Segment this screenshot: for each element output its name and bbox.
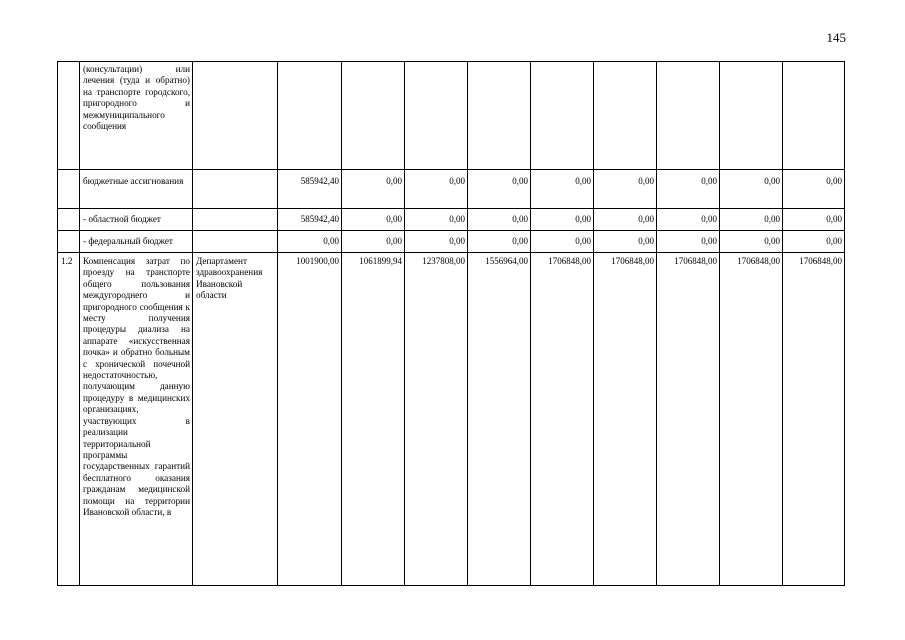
value-cell: 0,00 xyxy=(720,170,783,209)
value-cell: 585942,40 xyxy=(278,170,342,209)
value-cell: 0,00 xyxy=(531,231,594,253)
value-cell: 0,00 xyxy=(720,231,783,253)
value-cell: 0,00 xyxy=(405,170,468,209)
value-cell: 1706848,00 xyxy=(720,253,783,586)
description-cell: - областной бюджет xyxy=(80,209,193,231)
value-cell xyxy=(594,62,657,170)
value-cell xyxy=(783,62,845,170)
value-cell: 1237808,00 xyxy=(405,253,468,586)
value-cell xyxy=(657,62,720,170)
description-cell: бюджетные ассигнования xyxy=(80,170,193,209)
page-number: 145 xyxy=(826,30,846,45)
executor-cell: Департамент здравоохранения Ивановской области xyxy=(193,253,278,586)
value-cell: 0,00 xyxy=(594,209,657,231)
value-cell: 0,00 xyxy=(720,209,783,231)
value-cell: 0,00 xyxy=(342,170,405,209)
value-cell: 0,00 xyxy=(278,231,342,253)
value-cell xyxy=(468,62,531,170)
value-cell: 0,00 xyxy=(783,231,845,253)
index-cell xyxy=(58,170,80,209)
index-cell xyxy=(58,209,80,231)
value-cell: 1706848,00 xyxy=(783,253,845,586)
value-cell: 1001900,00 xyxy=(278,253,342,586)
value-cell xyxy=(531,62,594,170)
value-cell: 0,00 xyxy=(531,170,594,209)
value-cell xyxy=(278,62,342,170)
index-cell xyxy=(58,231,80,253)
table-row xyxy=(58,209,845,231)
value-cell: 0,00 xyxy=(657,170,720,209)
executor-cell xyxy=(193,209,278,231)
value-cell: 1706848,00 xyxy=(594,253,657,586)
value-cell: 585942,40 xyxy=(278,209,342,231)
executor-cell xyxy=(193,62,278,170)
value-cell: 0,00 xyxy=(657,209,720,231)
value-cell: 1706848,00 xyxy=(657,253,720,586)
value-cell: 1706848,00 xyxy=(531,253,594,586)
value-cell: 0,00 xyxy=(405,209,468,231)
value-cell: 0,00 xyxy=(594,170,657,209)
index-cell: 1.2 xyxy=(58,253,80,586)
value-cell: 0,00 xyxy=(657,231,720,253)
value-cell: 0,00 xyxy=(531,209,594,231)
table-row xyxy=(58,62,845,170)
table-row xyxy=(58,170,845,209)
table-row xyxy=(58,231,845,253)
value-cell: 0,00 xyxy=(468,209,531,231)
value-cell: 0,00 xyxy=(783,170,845,209)
value-cell xyxy=(342,62,405,170)
value-cell: 0,00 xyxy=(468,170,531,209)
description-cell: - федеральный бюджет xyxy=(80,231,193,253)
index-cell xyxy=(58,62,80,170)
description-cell: (консультации) или лечения (туда и обратно) на транспорте городского, пригородного и межмуниципального сообщения xyxy=(80,62,193,170)
table-row xyxy=(58,253,845,586)
executor-cell xyxy=(193,231,278,253)
budget-table xyxy=(57,61,845,586)
value-cell: 0,00 xyxy=(342,209,405,231)
value-cell: 0,00 xyxy=(594,231,657,253)
value-cell xyxy=(405,62,468,170)
executor-cell xyxy=(193,170,278,209)
value-cell xyxy=(720,62,783,170)
value-cell: 1556964,00 xyxy=(468,253,531,586)
value-cell: 0,00 xyxy=(468,231,531,253)
description-cell: Компенсация затрат по проезду на транспорте общего пользования междугороднего и пригородного сообщения к месту получения процедуры диализа на аппарате «искусственная почка» и обратно больным с хронической почечной недостаточностью, получающим данную процедуру в медицинских организациях, участвующих в реализации территориальной программы государственных гарантий бесплатного оказания гражданам медицинской помощи на территории Ивановской области, в xyxy=(80,253,193,586)
value-cell: 1061899,94 xyxy=(342,253,405,586)
value-cell: 0,00 xyxy=(342,231,405,253)
value-cell: 0,00 xyxy=(783,209,845,231)
value-cell: 0,00 xyxy=(405,231,468,253)
